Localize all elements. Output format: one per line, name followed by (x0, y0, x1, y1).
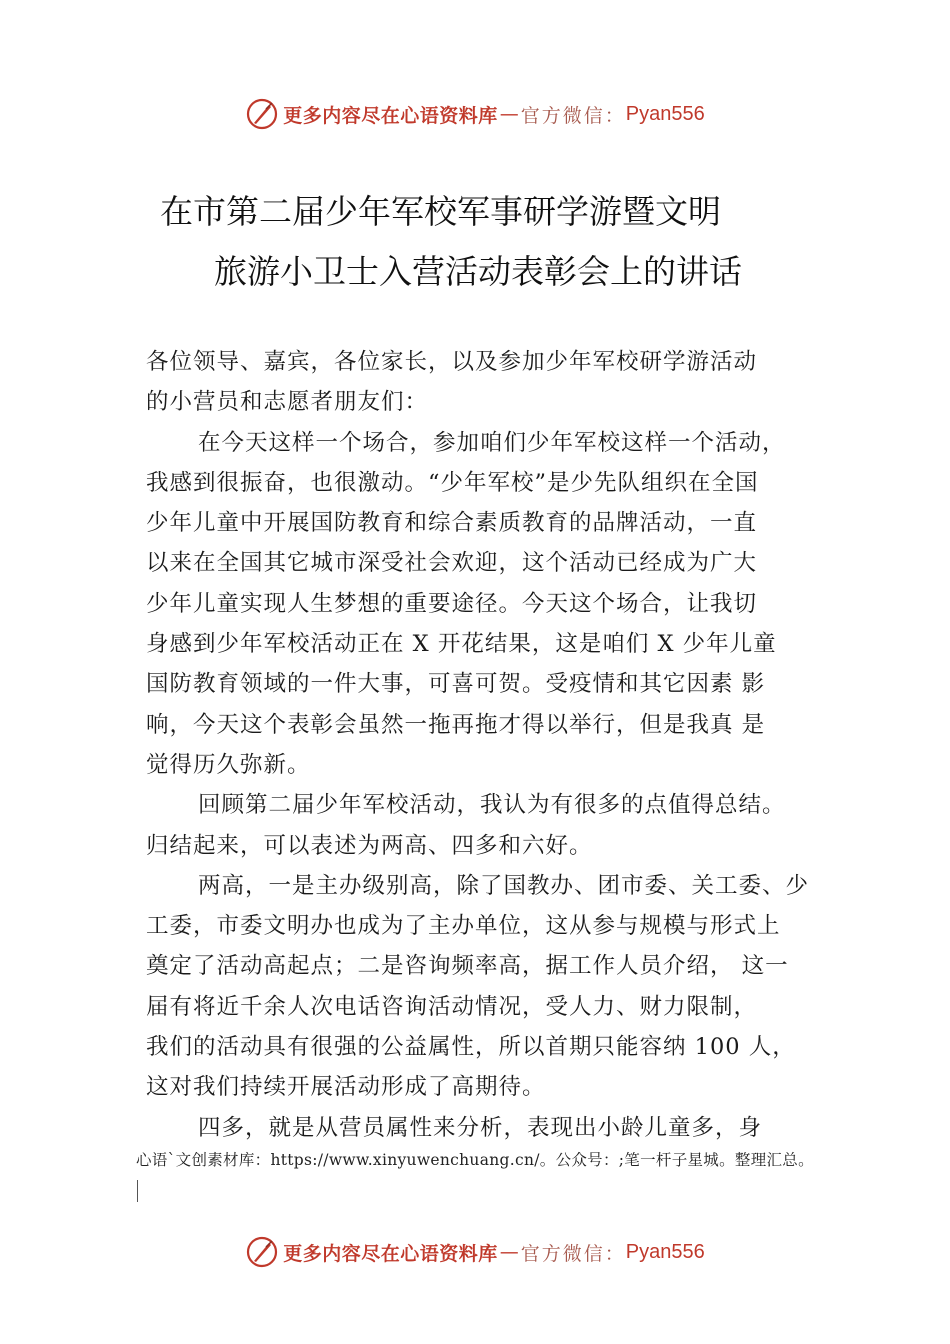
body-line: 少年儿童中开展国防教育和综合素质教育的品牌活动，一直 (146, 510, 758, 537)
body-line: 各位领导、嘉宾，各位家长，以及参加少年军校研学游活动 (146, 349, 758, 375)
speech-body (146, 342, 826, 1148)
body-line: 国防教育领域的一件大事，可喜可贺。受疫情和其它因素 影 (146, 671, 766, 698)
body-line: 我们的活动具有很强的公益属性，所以首期只能容纳 100 人， (146, 1034, 796, 1061)
body-line: 在今天这样一个场合，参加咱们少年军校这样一个活动， (198, 429, 786, 456)
body-line: 的小营员和志愿者朋友们： (146, 389, 429, 416)
banner-dash: — (499, 103, 519, 125)
body-line: 回顾第二届少年军校活动，我认为有很多的点值得总结。 (198, 792, 786, 819)
body-line: 以来在全国其它城市深受社会欢迎，这个活动已经成为广大 (146, 550, 758, 577)
body-line: 响，今天这个表彰会虽然一拖再拖才得以举行，但是我真 是 (146, 711, 766, 738)
quill-logo-icon (245, 97, 279, 131)
banner-brand: 更多内容尽在心语资料库 (283, 104, 498, 127)
banner-wechat-label: 官方微信： (520, 1242, 626, 1265)
banner-account: Pyan556 (625, 1240, 705, 1263)
body-line: 这对我们持续开展活动形成了高期待。 (146, 1074, 546, 1101)
body-line: 届有将近千余人次电话咨询活动情况，受人力、财力限制， (146, 993, 758, 1020)
document-title (0, 182, 950, 302)
banner-account: Pyan556 (625, 102, 705, 125)
footer-banner (0, 1232, 950, 1272)
banner-dash: — (499, 1241, 519, 1263)
title-line-1: 在市第二届少年军校军事研学游暨文明 (160, 192, 721, 231)
header-banner (0, 94, 950, 134)
body-line: 觉得历久弥新。 (146, 751, 311, 778)
text-cursor (137, 1180, 138, 1202)
banner-brand: 更多内容尽在心语资料库 (283, 1242, 498, 1265)
body-line: 两高，一是主办级别高，除了国教办、团市委、关工委、少 (198, 872, 810, 899)
body-line: 我感到很振奋，也很激动。“少年军校”是少先队组织在全国 (146, 469, 759, 496)
banner-wechat-label: 官方微信： (520, 104, 626, 127)
body-line: 少年儿童实现人生梦想的重要途径。今天这个场合，让我切 (146, 590, 758, 617)
body-line: 四多，就是从营员属性来分析，表现出小龄儿童多，身 (198, 1114, 763, 1141)
body-line: 工委，市委文明办也成为了主办单位，这从参与规模与形式上 (146, 913, 781, 940)
footer-note: 心语`文创素材库：https://www.xinyuwenchuang.cn/。公众号：;笔一杆子星城。整理汇总。 (136, 1151, 814, 1169)
title-line-2: 旅游小卫士入营活动表彰会上的讲话 (214, 252, 742, 291)
quill-logo-icon (245, 1235, 279, 1269)
body-line: 归结起来，可以表述为两高、四多和六好。 (146, 832, 593, 859)
body-line: 身感到少年军校活动正在 X 开花结果，这是咱们 X 少年儿童 (146, 631, 777, 658)
body-line: 奠定了活动高起点；二是咨询频率高，据工作人员介绍， 这一 (146, 953, 789, 980)
